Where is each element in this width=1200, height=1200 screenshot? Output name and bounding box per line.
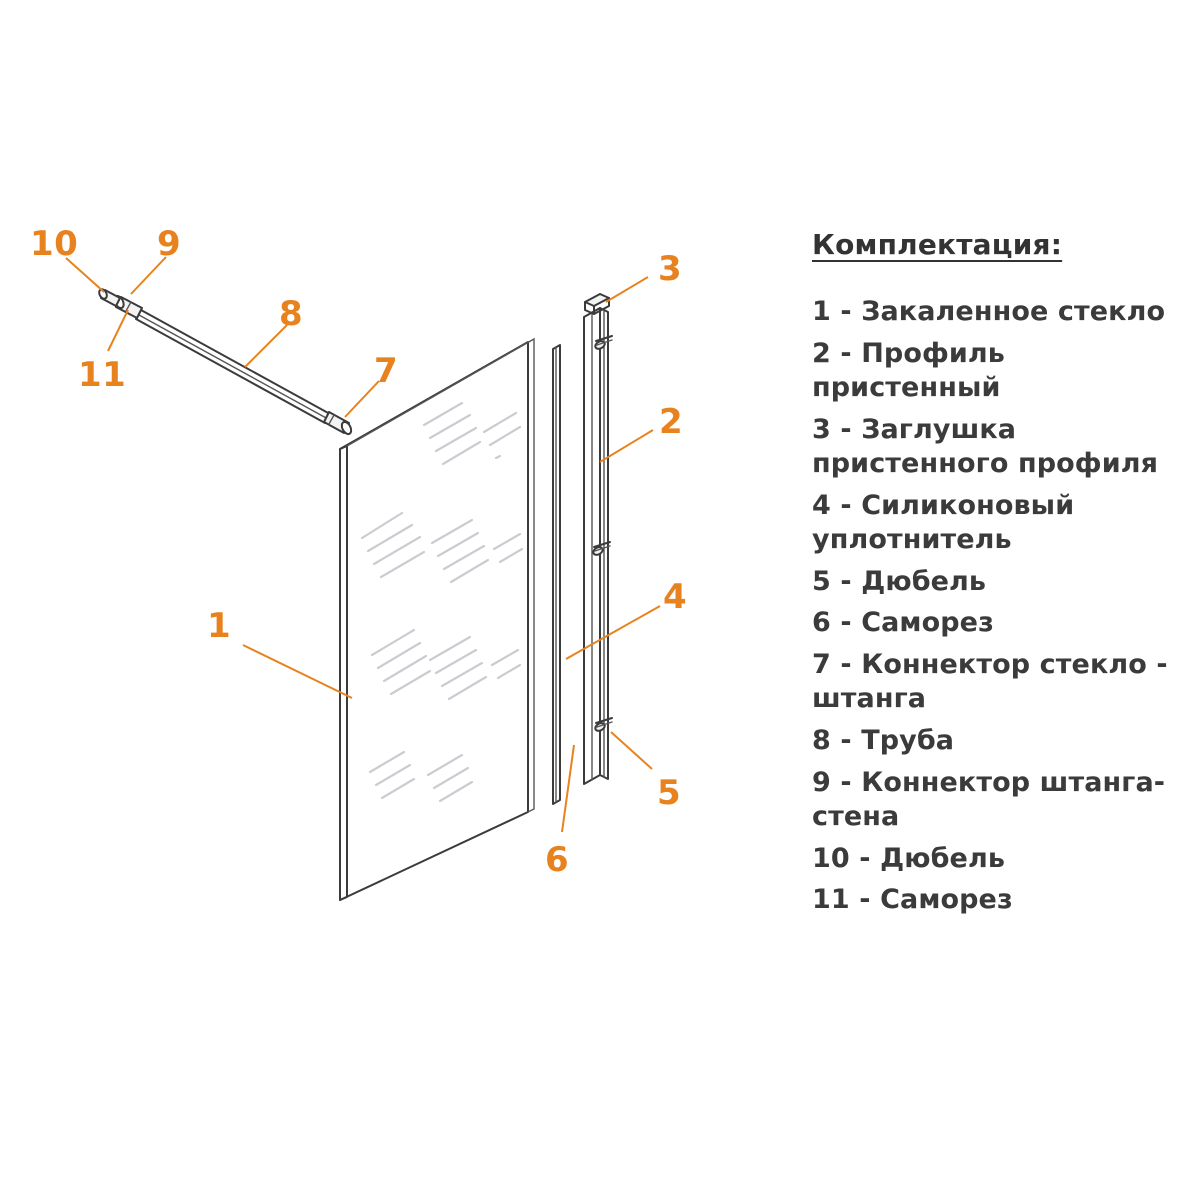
callout-6: 6 (545, 840, 570, 880)
callout-8: 8 (279, 294, 304, 334)
support-bar-assembly (98, 288, 353, 436)
callout-10: 10 (30, 224, 79, 264)
callout-1: 1 (207, 606, 232, 646)
legend-title: Комплектация: (812, 228, 1063, 261)
legend-item: 5 - Дюбель (812, 565, 987, 597)
legend-item: 10 - Дюбель (812, 842, 1005, 874)
callout-9: 9 (157, 224, 182, 264)
callout-4: 4 (663, 577, 688, 617)
silicone-seal (553, 345, 560, 804)
legend-item: 9 - Коннектор штанга-стена (812, 766, 1166, 833)
legend-item: 4 - Силиконовый уплотнитель (812, 489, 1075, 556)
legend-item: 2 - Профиль пристенный (812, 337, 1005, 404)
legend-item: 11 - Саморез (812, 884, 1013, 916)
wall-dowel (98, 288, 120, 306)
glass-panel (340, 339, 534, 900)
callout-11: 11 (78, 355, 127, 395)
legend-panel (812, 228, 1188, 925)
callout-2: 2 (659, 402, 684, 442)
callout-7: 7 (374, 351, 399, 391)
legend-item: 6 - Саморез (812, 607, 994, 639)
legend-item: 1 - Закаленное стекло (812, 296, 1166, 327)
callout-3: 3 (658, 249, 683, 289)
legend-list (812, 295, 1188, 918)
glass-bar-connector (324, 412, 353, 436)
legend-item: 7 - Коннектор стекло - штанга (812, 648, 1168, 715)
callout-5: 5 (657, 773, 682, 813)
legend-item: 8 - Труба (812, 725, 955, 757)
legend-item: 3 - Заглушка пристенного профиля (812, 413, 1159, 480)
